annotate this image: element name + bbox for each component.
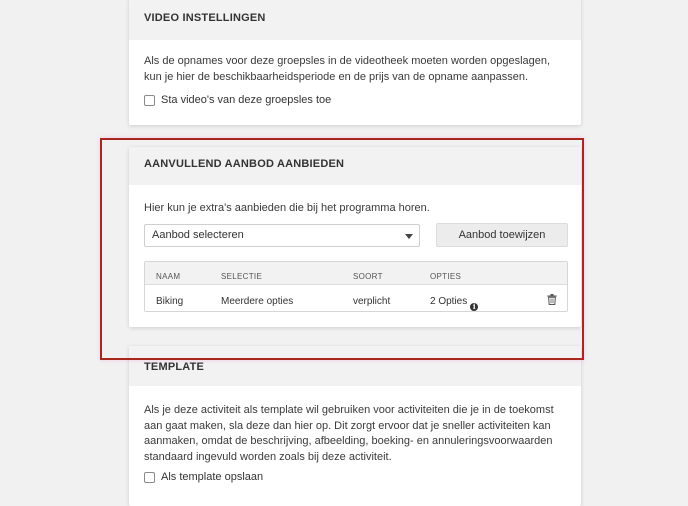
template-card bbox=[129, 346, 581, 506]
chevron-down-icon bbox=[405, 234, 413, 239]
offer-select[interactable] bbox=[144, 224, 420, 247]
info-icon[interactable]: i bbox=[470, 303, 478, 311]
cell-soort: verplicht bbox=[353, 296, 391, 307]
offer-table-header bbox=[145, 262, 567, 285]
trash-icon[interactable] bbox=[547, 294, 557, 311]
cell-naam: Biking bbox=[156, 296, 184, 307]
allow-videos-checkbox[interactable] bbox=[144, 95, 155, 106]
cell-selectie: Meerdere opties bbox=[221, 296, 294, 307]
cell-opties-label: 2 Opties bbox=[430, 296, 468, 307]
save-template-checkbox-row[interactable] bbox=[144, 470, 263, 486]
video-settings-title: VIDEO INSTELLINGEN bbox=[129, 0, 581, 40]
column-header-opties: OPTIES bbox=[430, 272, 462, 281]
extra-offer-title: AANVULLEND AANBOD AANBIEDEN bbox=[129, 147, 581, 185]
offer-select-value: Aanbod selecteren bbox=[152, 229, 244, 241]
offer-table bbox=[144, 261, 568, 312]
extra-offer-description: Hier kun je extra's aanbieden die bij het programma horen. bbox=[144, 202, 430, 214]
column-header-soort: SOORT bbox=[353, 272, 383, 281]
cell-opties bbox=[430, 294, 476, 311]
table-row bbox=[145, 285, 567, 313]
allow-videos-label: Sta video's van deze groepsles toe bbox=[161, 94, 332, 106]
video-settings-description: Als de opnames voor deze groepsles in de videotheek moeten worden opgeslagen, kun je hier de beschikbaarheidsperiode en de prijs van de opname aanpassen. bbox=[144, 55, 551, 83]
video-settings-card bbox=[129, 0, 581, 125]
allow-videos-checkbox-row[interactable] bbox=[144, 93, 331, 109]
template-description: Als je deze activiteit als template wil gebruiken voor activiteiten die je in de toekomst aan gaat maken, sla deze dan hier op. Dit zorgt ervoor dat je sneller activiteiten kan aanmaken, omdat de beschrijving, afbeelding, boeking- en annuleringsvoorwaarden standaard ingevuld worden zoals bij deze activiteit. bbox=[144, 404, 554, 463]
save-template-label: Als template opslaan bbox=[161, 471, 264, 483]
assign-offer-button[interactable]: Aanbod toewijzen bbox=[436, 223, 568, 247]
template-title: TEMPLATE bbox=[129, 346, 581, 386]
save-template-checkbox[interactable] bbox=[144, 472, 155, 483]
column-header-naam: NAAM bbox=[156, 272, 181, 281]
column-header-selectie: SELECTIE bbox=[221, 272, 263, 281]
extra-offer-card bbox=[129, 147, 581, 327]
